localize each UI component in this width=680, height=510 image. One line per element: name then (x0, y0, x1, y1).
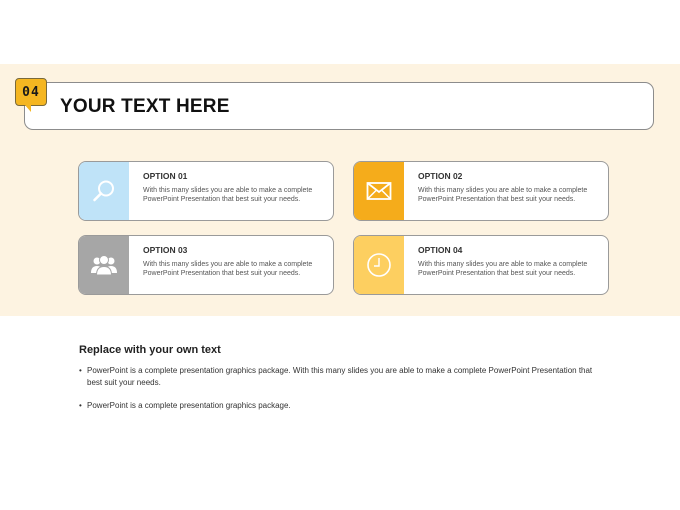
page-title: YOUR TEXT HERE (60, 96, 230, 117)
bullet-item: • PowerPoint is a complete presentation graphics package. (79, 400, 604, 412)
option-icon-box-2 (354, 162, 404, 220)
option-icon-box-3 (79, 236, 129, 294)
option-text-2: With this many slides you are able to make a complete PowerPoint Presentation that best suit your needs. (418, 187, 588, 203)
option-title-1: OPTION 01 (143, 171, 188, 181)
title-bar (24, 82, 654, 130)
search-icon (91, 178, 117, 204)
envelope-icon (366, 181, 392, 201)
option-text-3: With this many slides you are able to make a complete PowerPoint Presentation that best suit your needs. (143, 261, 313, 277)
option-card-1 (78, 161, 334, 221)
option-card-2 (353, 161, 609, 221)
step-badge: 04 (15, 78, 47, 106)
clock-icon (366, 252, 392, 278)
option-card-4 (353, 235, 609, 295)
option-icon-box-4 (354, 236, 404, 294)
bullet-list (79, 365, 604, 412)
option-text-1: With this many slides you are able to make a complete PowerPoint Presentation that best suit your needs. (143, 187, 313, 203)
users-icon (90, 253, 118, 277)
option-title-3: OPTION 03 (143, 245, 188, 255)
option-icon-box-1 (79, 162, 129, 220)
option-title-2: OPTION 02 (418, 171, 463, 181)
option-card-3 (78, 235, 334, 295)
option-title-4: OPTION 04 (418, 245, 463, 255)
bullet-item: • PowerPoint is a complete presentation graphics package. With this many slides you are able to make a complete PowerPoint Presentation that best suit your needs. (79, 365, 604, 388)
badge-tail (24, 104, 31, 112)
section-heading: Replace with your own text (79, 344, 221, 356)
option-text-4: With this many slides you are able to make a complete PowerPoint Presentation that best suit your needs. (418, 261, 588, 277)
